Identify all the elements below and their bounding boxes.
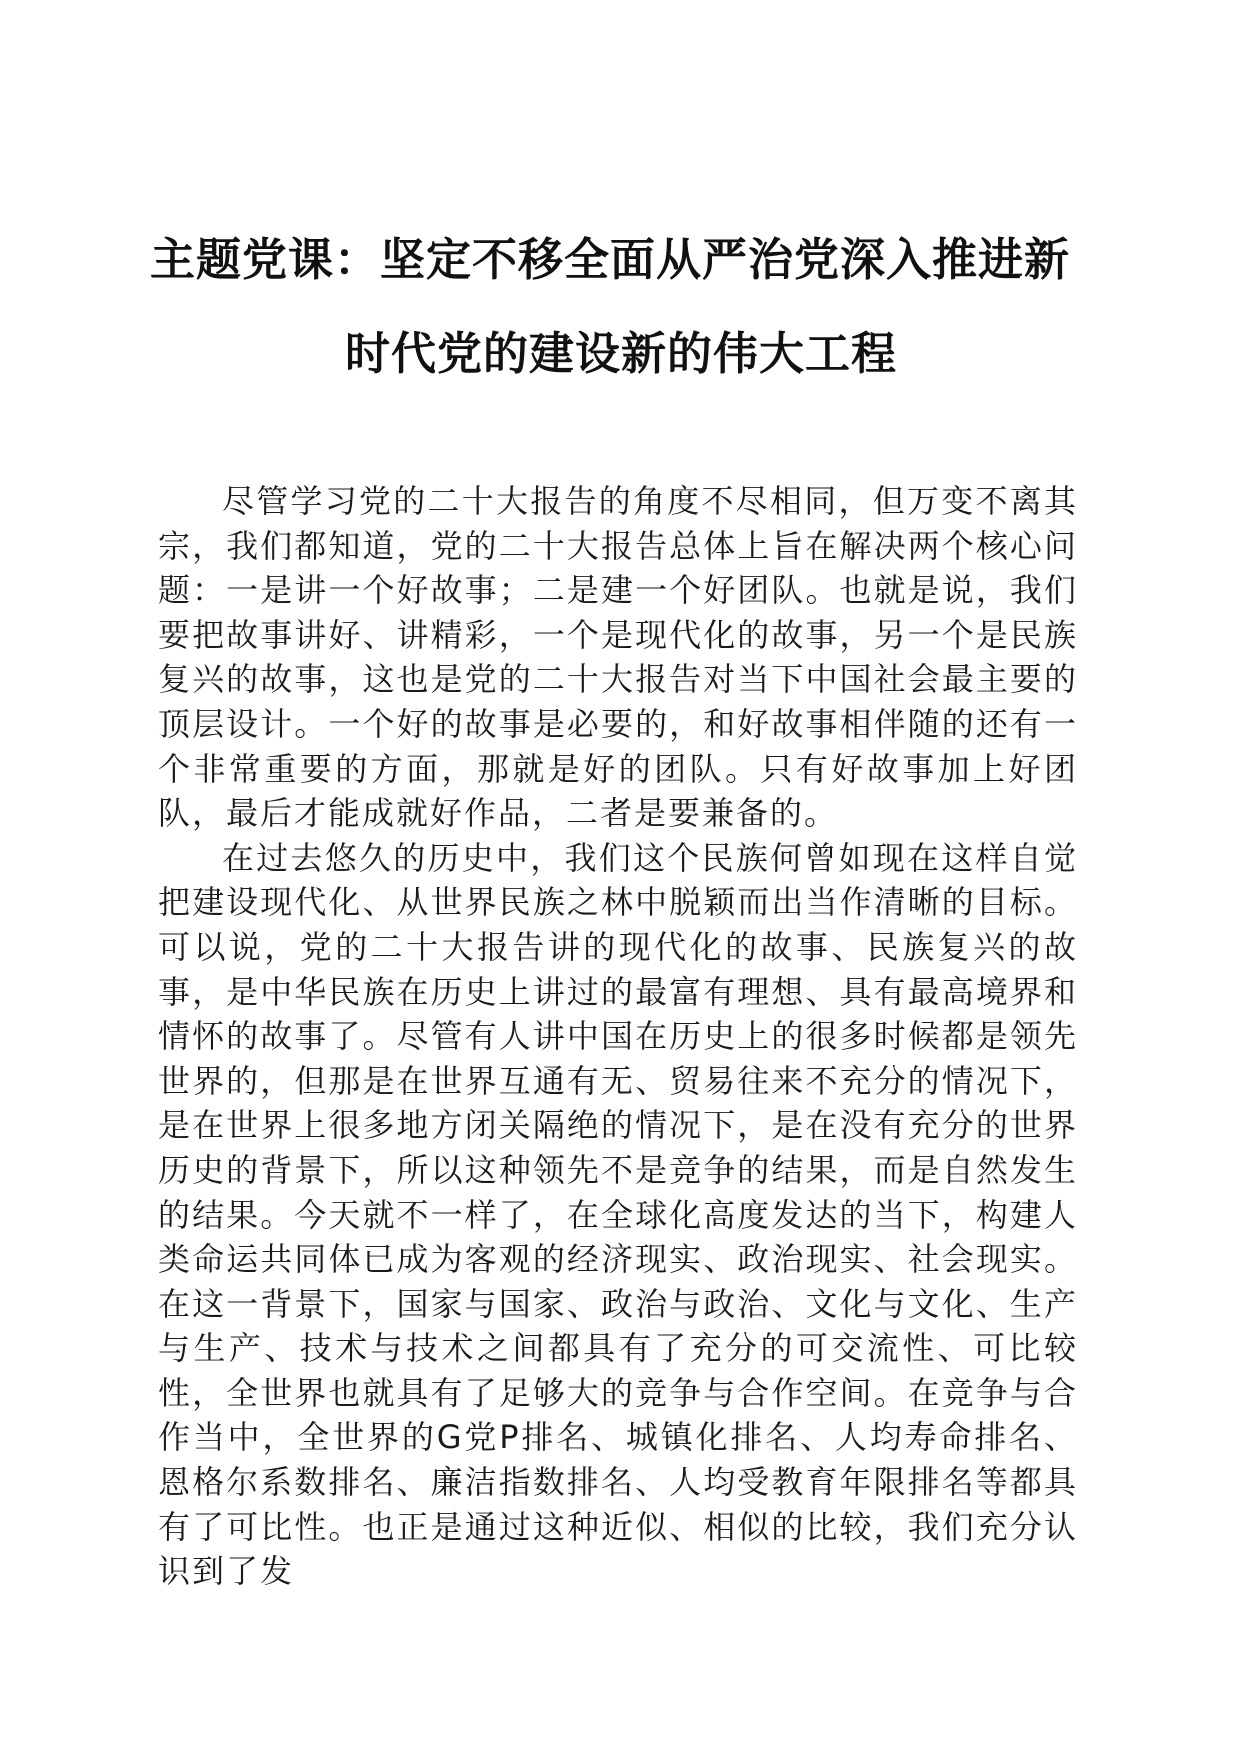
document-body xyxy=(158,479,1078,1594)
paragraph-2: 在过去悠久的历史中，我们这个民族何曾如现在这样自觉把建设现代化、从世界民族之林中脱颖而出当作清晰的目标。可以说，党的二十大报告讲的现代化的故事、民族复兴的故事，是中华民族在历史上讲过的最富有理想、具有最高境界和情怀的故事了。尽管有人讲中国在历史上的很多时候都是领先世界的，但那是在世界互通有无、贸易往来不充分的情况下，是在世界上很多地方闭关隔绝的情况下，是在没有充分的世界历史的背景下，所以这种领先不是竞争的结果，而是自然发生的结果。今天就不一样了，在全球化高度发达的当下，构建人类命运共同体已成为客观的经济现实、政治现实、社会现实。在这一背景下，国家与国家、政治与政治、文化与文化、生产与生产、技术与技术之间都具有了充分的可交流性、可比较性，全世界也就具有了足够大的竞争与合作空间。在竞争与合作当中，全世界的G党P排名、城镇化排名、人均寿命排名、恩格尔系数排名、廉洁指数排名、人均受教育年限排名等都具有了可比性。也正是通过这种近似、相似的比较，我们充分认识到了发 xyxy=(158,838,1078,1591)
document-title xyxy=(150,228,1092,386)
paragraph-1: 尽管学习党的二十大报告的角度不尽相同，但万变不离其宗，我们都知道，党的二十大报告总体上旨在解决两个核心问题：一是讲一个好故事；二是建一个好团队。也就是说，我们要把故事讲好、讲精彩，一个是现代化的故事，另一个是民族复兴的故事，这也是党的二十大报告对当下中国社会最主要的顶层设计。一个好的故事是必要的，和好故事相伴随的还有一个非常重要的方面，那就是好的团队。只有好故事加上好团队，最后才能成就好作品，二者是要兼备的。 xyxy=(158,482,1078,833)
title-line-2: 时代党的建设新的伟大工程 xyxy=(344,327,897,380)
title-line-1: 主题党课：坚定不移全面从严治党深入推进新 xyxy=(150,233,1071,286)
